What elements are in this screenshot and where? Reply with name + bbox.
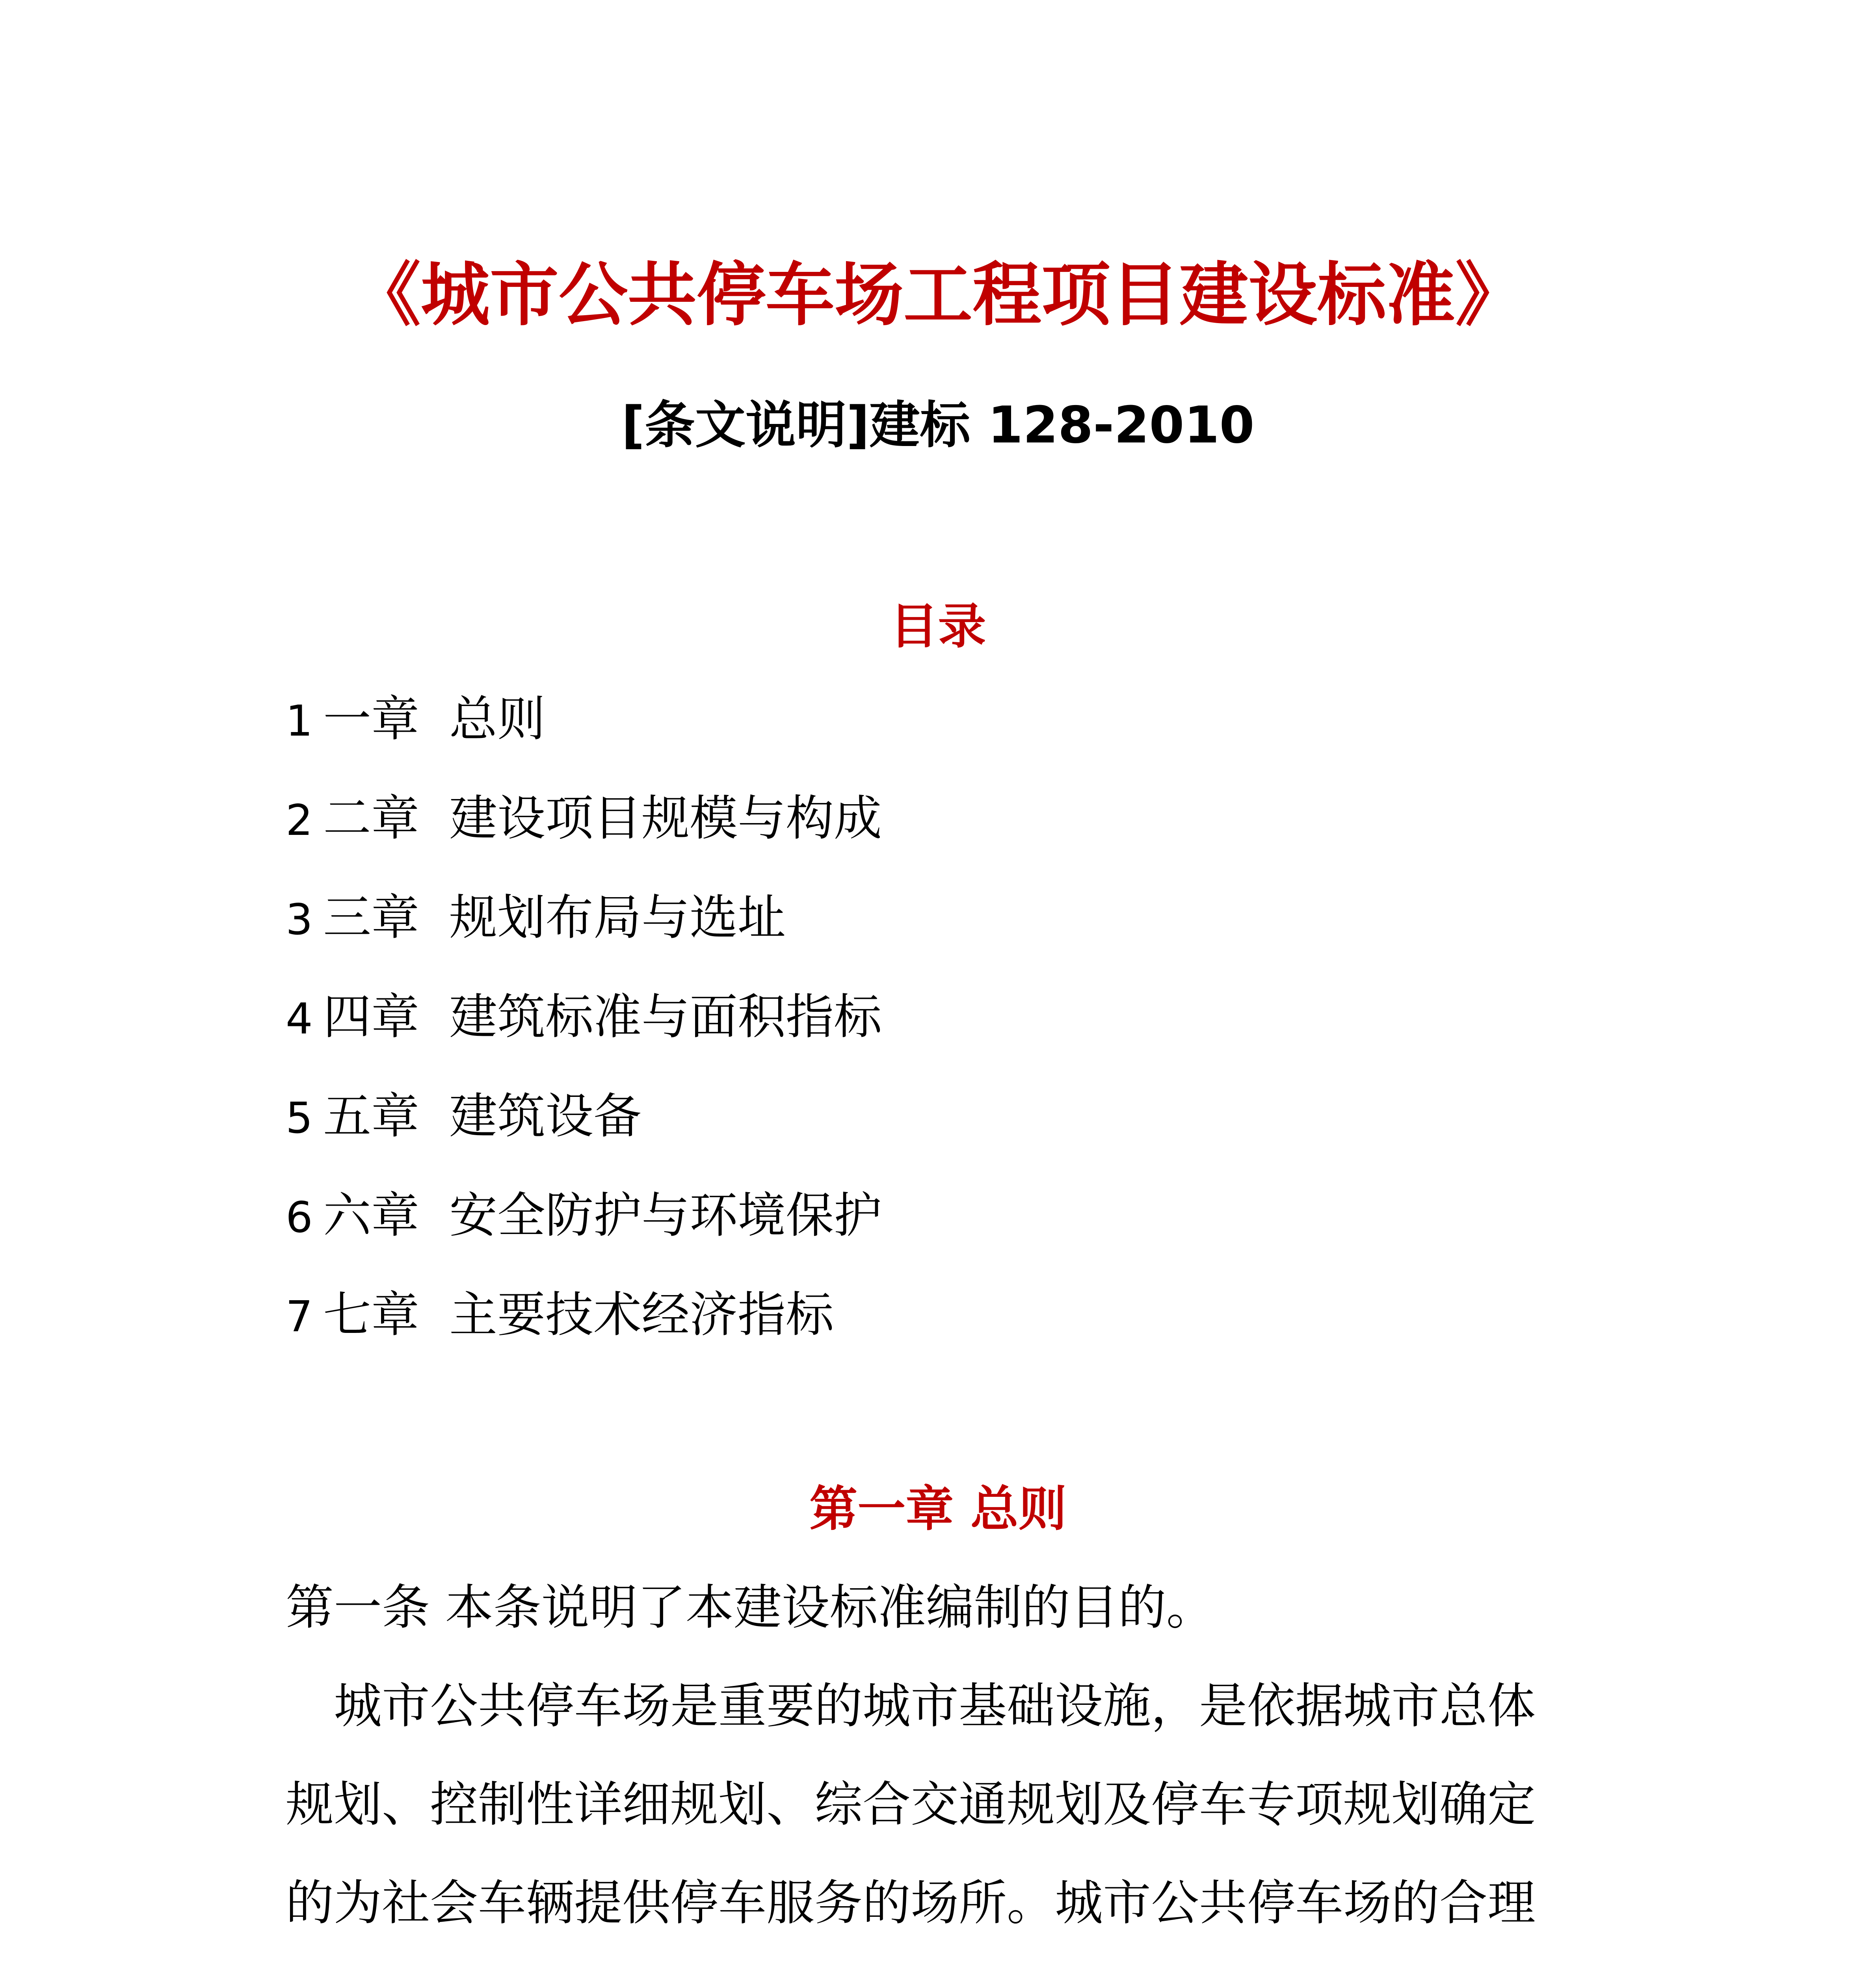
toc-item-title: 主要技术经济指标 <box>449 1287 834 1343</box>
toc-item-number: 5 <box>286 1094 313 1143</box>
body-paragraph <box>286 1673 1536 1970</box>
toc-item[interactable] <box>286 1281 882 1381</box>
paragraph-line: 城市公共停车场是重要的城市基础设施，是依据城市总体 <box>334 1678 1536 1734</box>
toc-item[interactable] <box>286 884 882 983</box>
toc-item-chapter: 一章 <box>323 691 419 747</box>
toc-item-chapter: 四章 <box>323 989 419 1045</box>
table-of-contents <box>286 686 882 1381</box>
toc-item-chapter: 五章 <box>323 1088 419 1144</box>
toc-item-title: 安全防护与环境保护 <box>449 1188 882 1243</box>
paragraph-line <box>286 1968 1536 1970</box>
document-title: 《城市公共停车场工程项目建设标准》 <box>352 255 1524 335</box>
toc-item-chapter: 六章 <box>323 1188 419 1243</box>
toc-item-title: 建筑设备 <box>449 1088 641 1144</box>
toc-item-number: 6 <box>286 1193 313 1242</box>
toc-item-number: 2 <box>286 796 313 845</box>
toc-item-number: 1 <box>286 697 313 746</box>
toc-item-title: 建筑标准与面积指标 <box>449 989 882 1045</box>
chapter-heading: 第一章 总则 <box>809 1481 1067 1537</box>
toc-item-title: 规划布局与选址 <box>449 890 786 946</box>
toc-item[interactable] <box>286 785 882 884</box>
toc-item-title: 总则 <box>449 691 545 747</box>
toc-item-title: 建设项目规模与构成 <box>449 790 882 846</box>
paragraph-line: 的为社会车辆提供停车服务的场所。城市公共停车场的合理 <box>286 1875 1536 1931</box>
document-subtitle: [条文说明]建标 128-2010 <box>621 396 1255 455</box>
toc-item[interactable] <box>286 1182 882 1281</box>
toc-item-chapter: 二章 <box>323 790 419 846</box>
paragraph-line: 规划、控制性详细规划、综合交通规划及停车专项规划确定 <box>286 1777 1536 1832</box>
toc-heading: 目录 <box>890 598 986 654</box>
article-text: 第一条 本条说明了本建设标准编制的目的。 <box>286 1580 1214 1635</box>
toc-item-number: 4 <box>286 994 313 1044</box>
toc-item[interactable] <box>286 1083 882 1182</box>
toc-item-number: 7 <box>286 1292 313 1342</box>
toc-item-number: 3 <box>286 895 313 944</box>
toc-item-chapter: 三章 <box>323 890 419 946</box>
toc-item[interactable] <box>286 686 882 785</box>
toc-item-chapter: 七章 <box>323 1287 419 1343</box>
toc-item[interactable] <box>286 983 882 1083</box>
